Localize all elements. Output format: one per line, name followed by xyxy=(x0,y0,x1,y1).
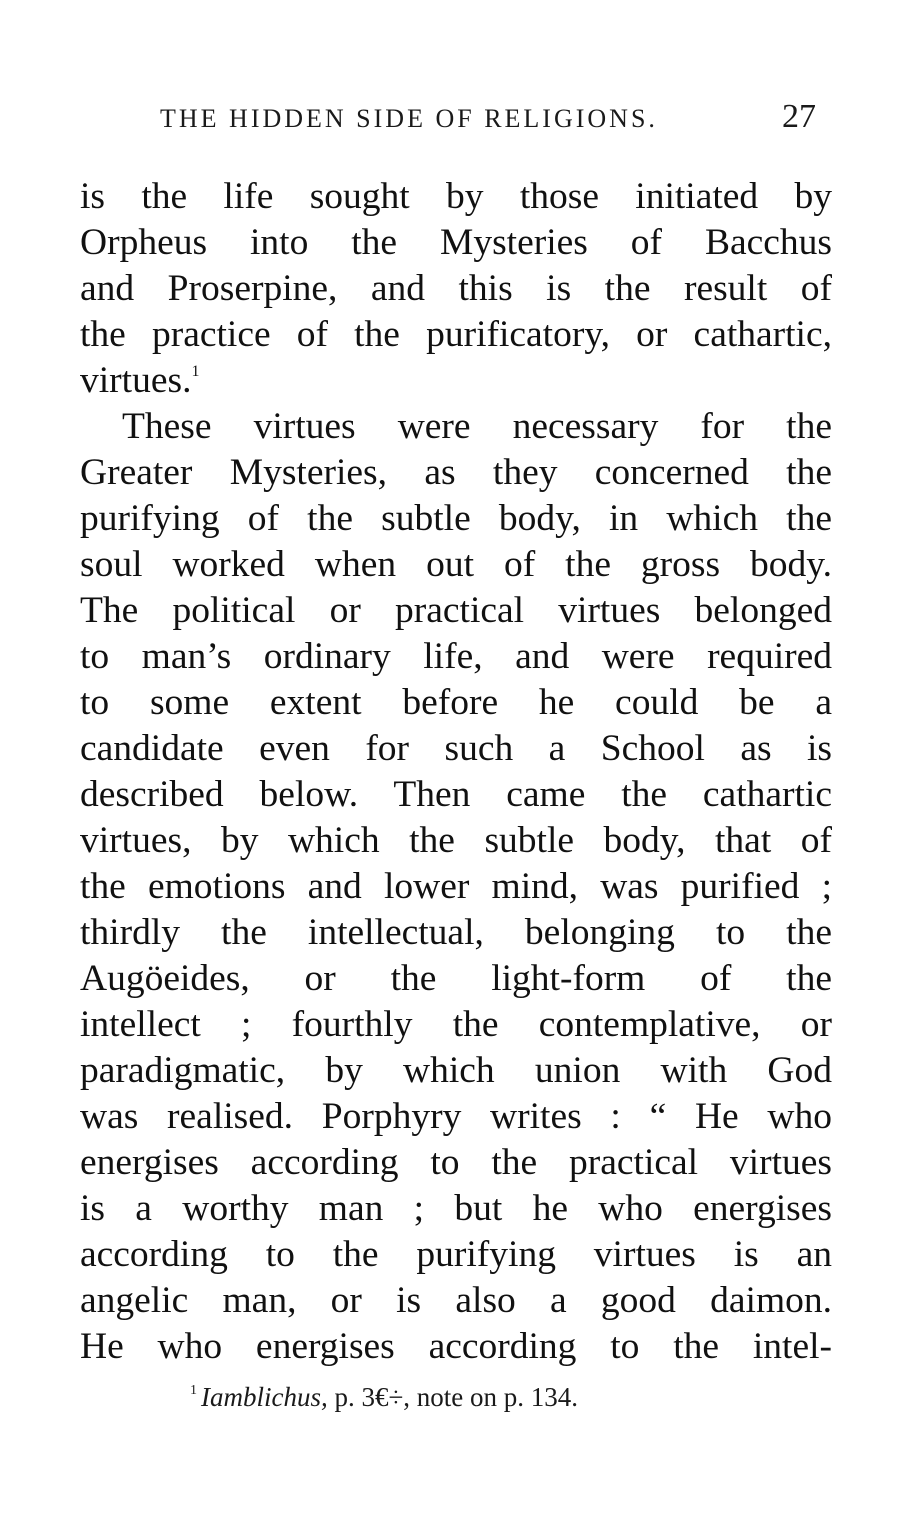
text-line: He who energises according to the intel- xyxy=(80,1326,832,1367)
text-line: virtues, by which the subtle body, that of xyxy=(80,820,832,861)
footnote xyxy=(190,1382,578,1413)
text-line: is the life sought by those initiated by xyxy=(80,176,832,217)
text-line: according to the purifying virtues is an xyxy=(80,1234,832,1275)
text-line: to man’s ordinary life, and were required xyxy=(80,636,832,677)
text-line-content: virtues. xyxy=(80,360,192,401)
text-line: Augöeides, or the light-form of the xyxy=(80,958,832,999)
text-line: is a worthy man ; but he who energises xyxy=(80,1188,832,1229)
page-number: 27 xyxy=(782,98,816,135)
text-line: the emotions and lower mind, was purified ; xyxy=(80,866,832,907)
text-line: purifying of the subtle body, in which the xyxy=(80,498,832,539)
text-line xyxy=(80,358,832,404)
text-line: thirdly the intellectual, belonging to the xyxy=(80,912,832,953)
footnote-title: Iamblichus, xyxy=(201,1382,328,1412)
footnote-text: p. 3€÷, note on p. 134. xyxy=(327,1382,579,1412)
text-line: angelic man, or is also a good daimon. xyxy=(80,1280,832,1321)
footnote-reference[interactable]: 1 xyxy=(191,363,200,380)
body-text xyxy=(80,174,832,1370)
text-line: Greater Mysteries, as they concerned the xyxy=(80,452,832,493)
text-line: Orpheus into the Mysteries of Bacchus xyxy=(80,222,832,263)
text-line: was realised. Porphyry writes : “ He who xyxy=(80,1096,832,1137)
text-line: described below. Then came the cathartic xyxy=(80,774,832,815)
footnote-marker: 1 xyxy=(190,1383,197,1398)
text-line: energises according to the practical virtues xyxy=(80,1142,832,1183)
text-line: These virtues were necessary for the xyxy=(122,406,832,447)
text-line: to some extent before he could be a xyxy=(80,682,832,723)
running-head: THE HIDDEN SIDE OF RELIGIONS. xyxy=(160,104,658,133)
text-line: intellect ; fourthly the contemplative, or xyxy=(80,1004,832,1045)
text-line: paradigmatic, by which union with God xyxy=(80,1050,832,1091)
text-line: the practice of the purificatory, or cathartic, xyxy=(80,314,832,355)
text-line: The political or practical virtues belonged xyxy=(80,590,832,631)
text-line: candidate even for such a School as is xyxy=(80,728,832,769)
text-line: soul worked when out of the gross body. xyxy=(80,544,832,585)
text-line: and Proserpine, and this is the result of xyxy=(80,268,832,309)
